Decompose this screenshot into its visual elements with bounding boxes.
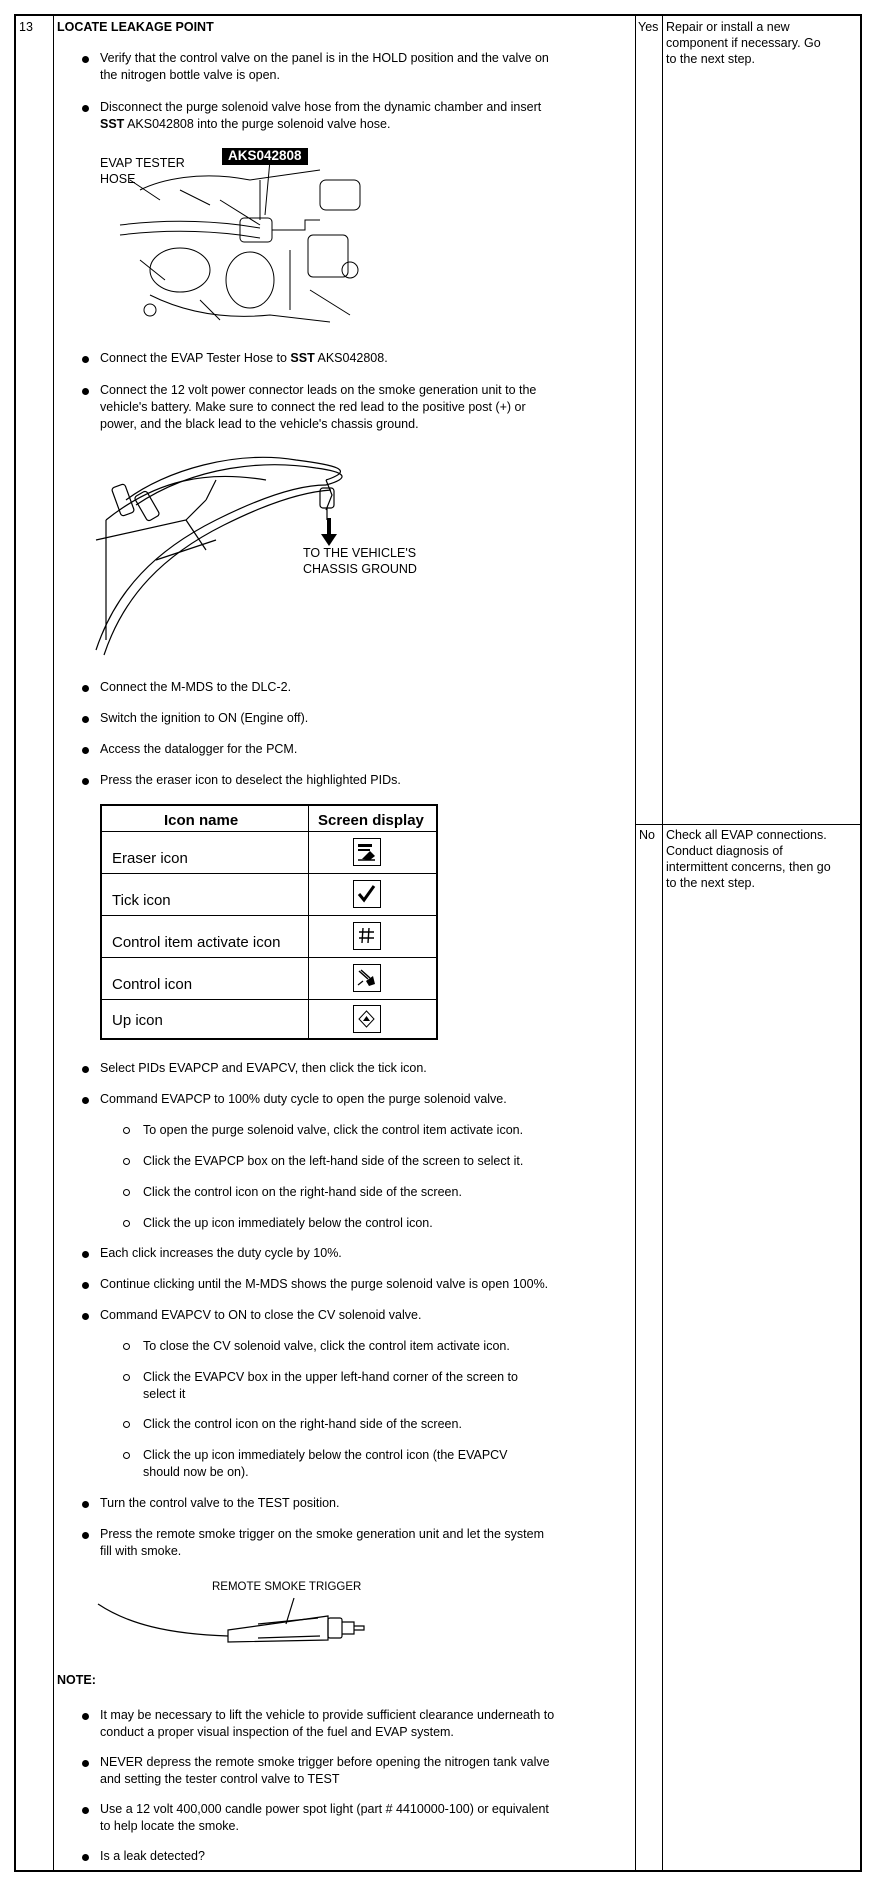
bullet-dot	[82, 1854, 89, 1861]
control-item-activate-icon	[353, 922, 381, 950]
bullet-dot	[82, 388, 89, 395]
note-text: It may be necessary to lift the vehicle to provide sufficient clearance underneath to	[100, 1708, 555, 1722]
bullet-text: Press the eraser icon to deselect the highlighted PIDs.	[100, 773, 401, 787]
fig1-engine-illustration	[120, 150, 380, 330]
bullet-dot	[82, 778, 89, 785]
bullet-text: fill with smoke.	[100, 1544, 182, 1558]
note-text: Use a 12 volt 400,000 candle power spot light (part # 4410000-100) or equivalent	[100, 1802, 549, 1816]
bullet-text: Each click increases the duty cycle by 10%.	[100, 1246, 342, 1260]
bullet-dot	[82, 1066, 89, 1073]
bullet-text: Access the datalogger for the PCM.	[100, 742, 298, 756]
sub-bullet-text: Click the control icon on the right-hand side of the screen.	[143, 1185, 462, 1199]
no-label: No	[639, 828, 655, 842]
bullet-dot	[82, 1807, 89, 1814]
bullet-text	[100, 116, 390, 133]
no-action: Conduct diagnosis of	[666, 844, 783, 858]
note-text: conduct a proper visual inspection of the fuel and EVAP system.	[100, 1725, 454, 1739]
bullet-text: Switch the ignition to ON (Engine off).	[100, 711, 309, 725]
step-title: LOCATE LEAKAGE POINT	[57, 20, 214, 34]
fig3-label: REMOTE SMOKE TRIGGER	[212, 1581, 362, 1593]
sub-bullet-text: Click the control icon on the right-hand side of the screen.	[143, 1417, 462, 1431]
yes-label: Yes	[638, 20, 659, 34]
icon-table-col-divider	[308, 806, 309, 1038]
bullet-text-rest: AKS042808 into the purge solenoid valve hose.	[124, 117, 391, 131]
bullet-dot	[82, 56, 89, 63]
bullet-dot	[82, 1097, 89, 1104]
bullet-dot	[82, 356, 89, 363]
bullet-text: Connect the M-MDS to the DLC-2.	[100, 680, 292, 694]
icon-table	[100, 804, 438, 1040]
bullet-text-pre: Connect the EVAP Tester Hose to	[100, 351, 291, 365]
bullet-text: Continue clicking until the M-MDS shows the purge solenoid valve is open 100%.	[100, 1277, 549, 1291]
bullet-text: Verify that the control valve on the panel is in the HOLD position and the valve on	[100, 51, 549, 65]
icon-table-row-divider	[102, 831, 436, 832]
icon-table-row-divider	[102, 873, 436, 874]
icon-name-control-item-activate: Control item activate icon	[112, 934, 281, 951]
bold-sst: SST	[290, 351, 315, 365]
sub-bullet-text: To close the CV solenoid valve, click the control item activate icon.	[143, 1339, 510, 1353]
no-action: intermittent concerns, then go	[666, 860, 831, 874]
bullet-dot	[82, 1313, 89, 1320]
column-divider-step	[53, 14, 54, 1872]
sub-bullet-circle	[123, 1189, 130, 1196]
eraser-icon	[353, 838, 381, 866]
note-text: to help locate the smoke.	[100, 1819, 239, 1833]
sub-bullet-text: select it	[143, 1387, 186, 1401]
icon-name-eraser: Eraser icon	[112, 850, 188, 867]
step-number: 13	[19, 20, 33, 34]
icon-table-row-divider	[102, 915, 436, 916]
bullet-dot	[82, 1501, 89, 1508]
fig1-label-hose: HOSE	[100, 172, 136, 186]
fig2-label: TO THE VEHICLE'S	[303, 546, 417, 560]
yes-no-divider	[635, 824, 862, 825]
bullet-dot	[82, 1760, 89, 1767]
bullet-dot	[82, 1713, 89, 1720]
note-text: Is a leak detected?	[100, 1849, 205, 1863]
icon-table-header-display: Screen display	[318, 812, 424, 829]
sub-bullet-text: Click the EVAPCV box in the upper left-hand corner of the screen to	[143, 1370, 518, 1384]
tick-icon	[353, 880, 381, 908]
fig1-label-tool: AKS042808	[222, 148, 308, 165]
sub-bullet-circle	[123, 1220, 130, 1227]
control-icon	[353, 964, 381, 992]
icon-name-up: Up icon	[112, 1012, 163, 1029]
bullet-dot	[82, 747, 89, 754]
bullet-text: Command EVAPCP to 100% duty cycle to open the purge solenoid valve.	[100, 1092, 507, 1106]
bullet-dot	[82, 685, 89, 692]
bullet-text: Connect the 12 volt power connector leads on the smoke generation unit to the	[100, 383, 537, 397]
bullet-text: Disconnect the purge solenoid valve hose from the dynamic chamber and insert	[100, 100, 542, 114]
bullet-text-post: AKS042808.	[314, 351, 388, 365]
fig2-label: CHASSIS GROUND	[303, 562, 417, 576]
yes-action: component if necessary. Go	[666, 36, 821, 50]
bullet-dot	[82, 1251, 89, 1258]
fig3-smoke-trigger-illustration	[98, 1594, 398, 1664]
up-icon	[353, 1005, 381, 1033]
note-text: NEVER depress the remote smoke trigger before opening the nitrogen tank valve	[100, 1755, 550, 1769]
note-heading: NOTE:	[57, 1673, 96, 1687]
bullet-text: Turn the control valve to the TEST position.	[100, 1496, 340, 1510]
icon-name-tick: Tick icon	[112, 892, 171, 909]
bullet-dot	[82, 1532, 89, 1539]
bullet-dot	[82, 105, 89, 112]
sub-bullet-text: To open the purge solenoid valve, click the control item activate icon.	[143, 1123, 524, 1137]
bullet-dot	[82, 716, 89, 723]
column-divider-action	[635, 14, 636, 1872]
sub-bullet-circle	[123, 1127, 130, 1134]
column-divider-result	[662, 14, 663, 1872]
sub-bullet-circle	[123, 1158, 130, 1165]
yes-action: Repair or install a new	[666, 20, 790, 34]
icon-name-control: Control icon	[112, 976, 193, 993]
sub-bullet-text: should now be on).	[143, 1465, 249, 1479]
sub-bullet-circle	[123, 1374, 130, 1381]
bullet-text	[100, 350, 388, 367]
sub-bullet-circle	[123, 1343, 130, 1350]
sub-bullet-text: Click the up icon immediately below the control icon (the EVAPCV	[143, 1448, 508, 1462]
icon-table-header-name: Icon name	[164, 812, 239, 829]
bullet-text: vehicle's battery. Make sure to connect the red lead to the positive post (+) or	[100, 400, 526, 414]
no-action: to the next step.	[666, 876, 755, 890]
sub-bullet-text: Click the up icon immediately below the control icon.	[143, 1216, 433, 1230]
note-text: and setting the tester control valve to TEST	[100, 1772, 340, 1786]
sub-bullet-text: Click the EVAPCP box on the left-hand side of the screen to select it.	[143, 1154, 524, 1168]
no-action: Check all EVAP connections.	[666, 828, 827, 842]
yes-action: to the next step.	[666, 52, 755, 66]
bold-sst: SST	[100, 117, 125, 131]
fig1-label-hose: EVAP TESTER	[100, 156, 185, 170]
bullet-text: Press the remote smoke trigger on the smoke generation unit and let the system	[100, 1527, 544, 1541]
bullet-text: the nitrogen bottle valve is open.	[100, 68, 280, 82]
sub-bullet-circle	[123, 1421, 130, 1428]
sub-bullet-circle	[123, 1452, 130, 1459]
bullet-text: Command EVAPCV to ON to close the CV solenoid valve.	[100, 1308, 422, 1322]
icon-table-row-divider	[102, 957, 436, 958]
bullet-text: power, and the black lead to the vehicle's chassis ground.	[100, 417, 419, 431]
bullet-text: Select PIDs EVAPCP and EVAPCV, then click the tick icon.	[100, 1061, 427, 1075]
bullet-dot	[82, 1282, 89, 1289]
icon-table-row-divider	[102, 999, 436, 1000]
